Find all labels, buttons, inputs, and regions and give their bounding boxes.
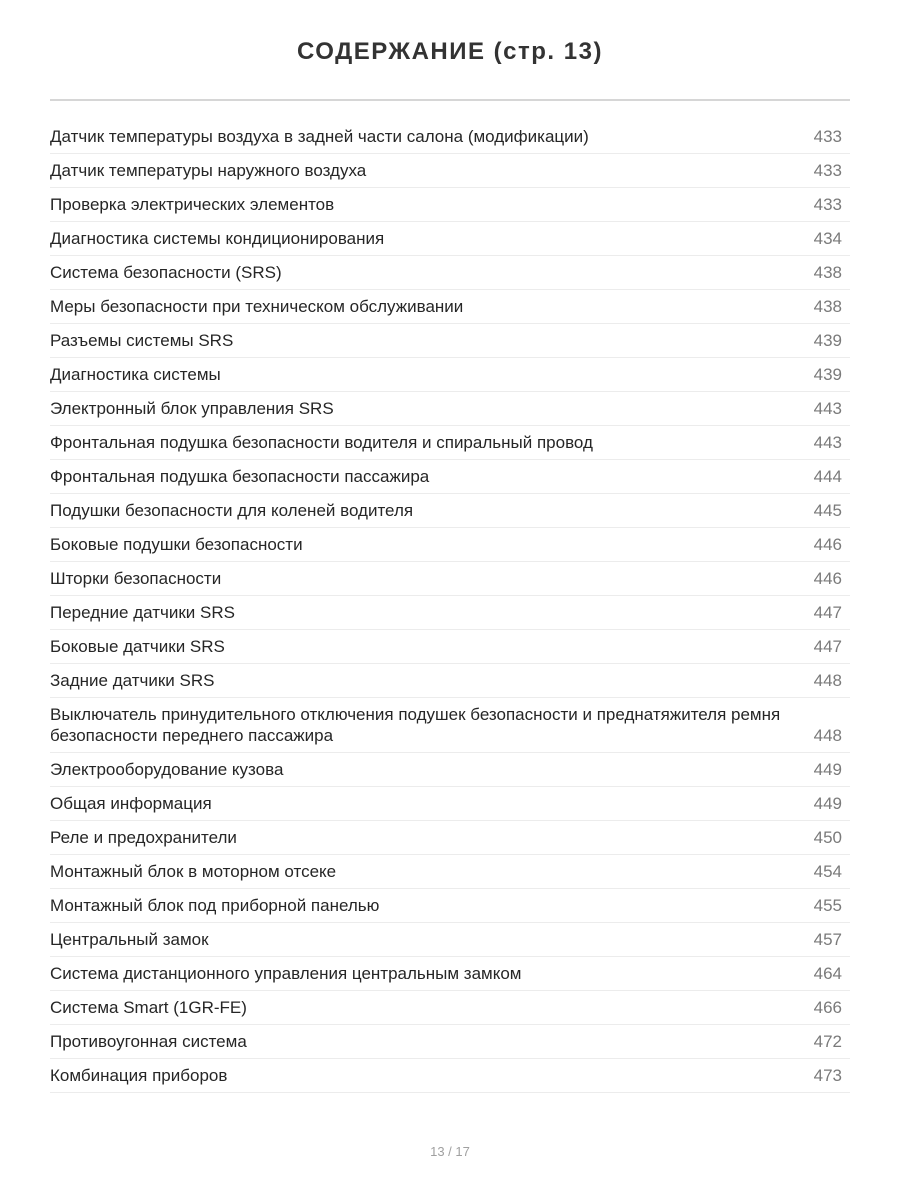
toc-entry-title: Проверка электрических элементов	[50, 195, 335, 214]
toc-entry-page-number: 438	[813, 263, 842, 282]
toc-entry-page-number: 445	[813, 501, 842, 520]
toc-entry-title: Подушки безопасности для коленей водителя	[50, 501, 414, 520]
toc-entry-title: Передние датчики SRS	[50, 603, 235, 622]
toc-entry-title: Общая информация	[50, 794, 212, 813]
toc-entry-page-number: 472	[813, 1032, 842, 1051]
toc-entry-title: Диагностика системы	[50, 365, 221, 384]
toc-entry[interactable]	[50, 957, 850, 991]
toc-entry-title: Система Smart (1GR-FE)	[50, 998, 247, 1017]
toc-entry-title: Система дистанционного управления центральным замком	[50, 964, 522, 983]
toc-entry[interactable]	[50, 787, 850, 821]
toc-entry-title: Выключатель принудительного отключения подушек безопасности и преднатяжителя ремня безопасности переднего пассажира	[50, 705, 781, 745]
toc-entry[interactable]	[50, 154, 850, 188]
toc-entry-page-number: 464	[813, 964, 842, 983]
toc-entry[interactable]	[50, 1025, 850, 1059]
toc-entry-title: Фронтальная подушка безопасности пассажира	[50, 467, 430, 486]
toc-entry-title: Комбинация приборов	[50, 1066, 228, 1085]
toc-entry[interactable]	[50, 1059, 850, 1093]
toc-entry-page-number: 446	[813, 569, 842, 588]
toc-entry-title: Реле и предохранители	[50, 828, 237, 847]
toc-entry-page-number: 449	[813, 760, 842, 779]
page-title: СОДЕРЖАНИЕ (стр. 13)	[297, 38, 603, 65]
toc-entry-title: Диагностика системы кондиционирования	[50, 229, 385, 248]
toc-entry[interactable]	[50, 460, 850, 494]
toc-entry-title: Боковые датчики SRS	[50, 637, 225, 656]
toc-entry[interactable]	[50, 630, 850, 664]
toc-entry-page-number: 443	[813, 399, 842, 418]
title-divider	[50, 99, 850, 101]
toc-entry[interactable]	[50, 188, 850, 222]
toc-entry[interactable]	[50, 256, 850, 290]
toc-entry-title: Разъемы системы SRS	[50, 331, 234, 350]
toc-entry-title: Монтажный блок в моторном отсеке	[50, 862, 337, 881]
toc-entry-title: Электрооборудование кузова	[50, 760, 284, 779]
page-counter: 13 / 17	[430, 1144, 470, 1159]
toc-entry[interactable]	[50, 821, 850, 855]
toc-entry[interactable]	[50, 290, 850, 324]
toc-entry[interactable]	[50, 426, 850, 460]
toc-entry-page-number: 466	[813, 998, 842, 1017]
toc-entry-page-number: 447	[813, 637, 842, 656]
toc-entry-page-number: 443	[813, 433, 842, 452]
toc-entry[interactable]	[50, 889, 850, 923]
toc-entry-page-number: 433	[813, 161, 842, 180]
toc-entry[interactable]	[50, 855, 850, 889]
toc-entry-page-number: 455	[813, 896, 842, 915]
toc-entry-page-number: 449	[813, 794, 842, 813]
toc-entry[interactable]	[50, 494, 850, 528]
toc-entry[interactable]	[50, 392, 850, 426]
toc-entry-page-number: 448	[813, 726, 842, 745]
toc-entry-title: Монтажный блок под приборной панелью	[50, 896, 380, 915]
toc-entry[interactable]	[50, 596, 850, 630]
toc-entry[interactable]	[50, 528, 850, 562]
toc-entry-title: Боковые подушки безопасности	[50, 535, 303, 554]
toc-entry-page-number: 454	[813, 862, 842, 881]
toc-entry-title: Центральный замок	[50, 930, 209, 949]
toc-entry[interactable]	[50, 324, 850, 358]
toc-entry-title: Противоугонная система	[50, 1032, 247, 1051]
toc-entry-page-number: 439	[813, 331, 842, 350]
toc-entry-title: Система безопасности (SRS)	[50, 263, 282, 282]
toc-entry-page-number: 450	[813, 828, 842, 847]
toc-entry-title: Датчик температуры наружного воздуха	[50, 161, 367, 180]
toc-entry[interactable]	[50, 991, 850, 1025]
toc-entry-page-number: 433	[813, 127, 842, 146]
toc-entry-page-number: 438	[813, 297, 842, 316]
toc-entry-page-number: 448	[813, 671, 842, 690]
toc-entry-page-number: 447	[813, 603, 842, 622]
toc-entry[interactable]	[50, 358, 850, 392]
toc-entry-page-number: 434	[813, 229, 842, 248]
toc-entry-title: Датчик температуры воздуха в задней части салона (модификации)	[50, 127, 589, 146]
toc-entry-page-number: 473	[813, 1066, 842, 1085]
toc-entry-title: Меры безопасности при техническом обслуживании	[50, 297, 464, 316]
toc-entry-page-number: 446	[813, 535, 842, 554]
toc-list	[50, 120, 850, 1093]
toc-entry[interactable]	[50, 923, 850, 957]
toc-entry[interactable]	[50, 222, 850, 256]
toc-entry-title: Шторки безопасности	[50, 569, 222, 588]
toc-entry[interactable]	[50, 120, 850, 154]
toc-entry-page-number: 457	[813, 930, 842, 949]
toc-entry[interactable]	[50, 562, 850, 596]
toc-entry[interactable]	[50, 698, 850, 753]
toc-entry-title: Электронный блок управления SRS	[50, 399, 334, 418]
toc-entry-page-number: 433	[813, 195, 842, 214]
toc-entry-title: Фронтальная подушка безопасности водителя и спиральный провод	[50, 433, 593, 452]
toc-entry[interactable]	[50, 664, 850, 698]
toc-entry-page-number: 444	[813, 467, 842, 486]
toc-entry-page-number: 439	[813, 365, 842, 384]
toc-entry[interactable]	[50, 753, 850, 787]
toc-entry-title: Задние датчики SRS	[50, 671, 215, 690]
